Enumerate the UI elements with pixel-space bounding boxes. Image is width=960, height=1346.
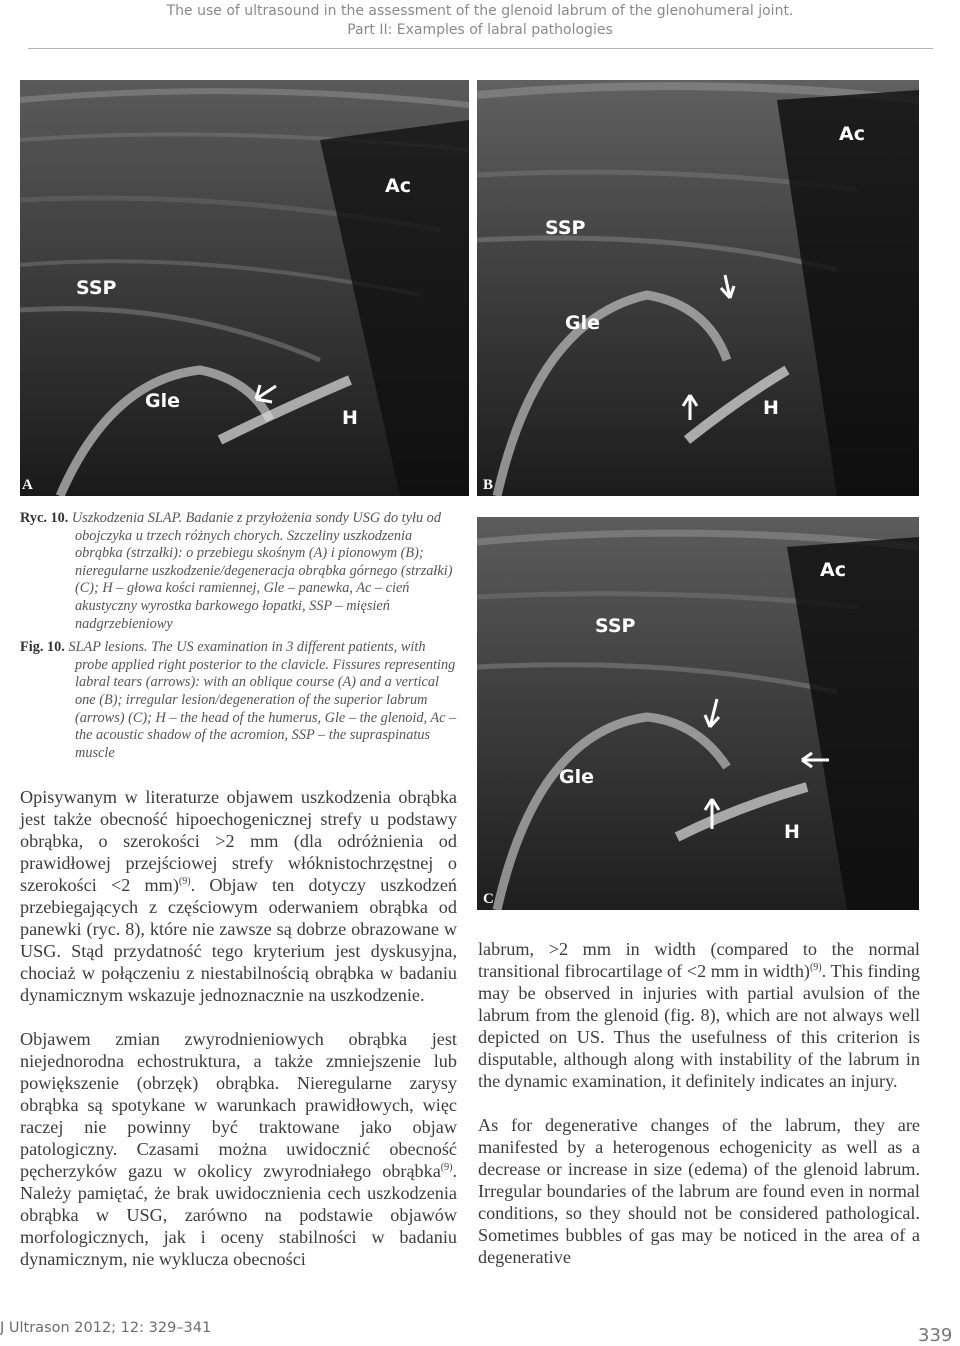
label-ssp: SSP: [76, 277, 117, 299]
label-h: H: [784, 821, 800, 843]
label-h: H: [342, 407, 358, 429]
ultrasound-image-c: [477, 517, 919, 910]
caption-polish-lead: Ryc. 10.: [20, 510, 69, 526]
caption-english-lead: Fig. 10.: [20, 639, 65, 656]
right-p1-tail: . This finding may be observed in injuries with partial avulsion of the labrum from the glenoid (fig. 8), which are not always well depicted on US. Thus the usefulness of this criterion is disputable, although along with instability of the labrum in the dynamic examination, it definitely indicates an injury.: [478, 961, 920, 1091]
panel-letter-b: B: [483, 477, 494, 493]
left-p1-text: Opisywanym w literaturze objawem uszkodzenia obrąbka jest także obecność hipoechogenicznej strefy u podstawy obrąbka, o szerokości >2 mm (dla odróżnienia od prawidłowej przejściowej strefy włóknistochrzęstnej o szerokości <2 mm): [20, 787, 457, 895]
label-ac: Ac: [385, 175, 411, 197]
caption-polish: [20, 510, 460, 633]
right-paragraph-1: [478, 938, 920, 1092]
right-p1-text: labrum, >2 mm in width (compared to the normal transitional fibrocartilage of <2 mm in width): [478, 939, 920, 981]
left-paragraph-1: [20, 786, 457, 1006]
panel-letter-c: C: [483, 891, 494, 907]
journal-citation: J Ultrason 2012; 12: 329–341: [0, 1320, 212, 1336]
left-paragraph-2: [20, 1028, 457, 1270]
left-column-text: [20, 786, 457, 1292]
citation-ref: (9): [440, 1161, 453, 1173]
left-p2-tail: . Należy pamiętać, że brak uwidocznienia cech uszkodzenia obrąbka w USG, zarówno na podstawie objawów morfologicznych, jak i oceny stabilności w badaniu dynamicznym, nie wyklucza obecności: [20, 1161, 457, 1269]
label-ssp: SSP: [595, 615, 636, 637]
running-header-line1: The use of ultrasound in the assessment of the glenoid labrum of the glenohumeral joint.: [166, 3, 794, 19]
figure-caption: [20, 510, 460, 768]
label-gle: Gle: [565, 312, 600, 334]
left-p1-tail: . Objaw ten dotyczy uszkodzeń przebiegających z częściowym oderwaniem obrąbka od panewki (ryc. 8), które nie zawsze są dobrze obrazowane w USG. Stąd przydatność tego kryterium jest dyskusyjna, chociaż w połączeniu z niestabilnością obrąbka w badaniu dynamicznym wskazuje jednoznacznie na uszkodzenie.: [20, 875, 457, 1005]
right-p2-text: As for degenerative changes of the labrum, they are manifested by a heterogenous echogenicity as well as a decrease or increase in size (edema) of the glenoid labrum. Irregular boundaries of the labrum are found even in normal conditions, so they should not be considered pathological. Sometimes bubbles of gas may be noticed in the area of a degenerative: [478, 1115, 920, 1267]
header-divider: [28, 48, 933, 49]
running-header-line2: Part II: Examples of labral pathologies: [347, 22, 613, 38]
label-ac: Ac: [820, 559, 846, 581]
caption-english: [20, 639, 460, 762]
ultrasound-image-a: [20, 80, 469, 496]
label-gle: Gle: [559, 766, 594, 788]
label-gle: Gle: [145, 390, 180, 412]
citation-ref: (9): [178, 875, 191, 887]
ultrasound-c-texture: [477, 517, 919, 910]
label-ssp: SSP: [545, 217, 586, 239]
label-ac: Ac: [839, 123, 865, 145]
panel-letter-a: A: [22, 477, 33, 493]
caption-polish-text: Uszkodzenia SLAP. Badanie z przyłożenia sondy USG do tyłu od obojczyka u trzech różnych chorych. Szczeliny uszkodzenia obrąbka (strzałki): o przebiegu skośnym (A) i pionowym (B); nieregularne uszkodzenie/degeneracja obrąbka górnego (strzałki) (C); H – głowa kości ramiennej, Gle – panewka, Ac – cień akustyczny wyrostka barkowego łopatki, SSP – mięsień nadgrzebieniowy: [71, 510, 453, 632]
ultrasound-image-b: [477, 80, 919, 496]
right-column-text: [478, 938, 920, 1290]
page-number: 339: [918, 1325, 953, 1346]
right-paragraph-2: [478, 1114, 920, 1268]
left-p2-text: Objawem zmian zwyrodnieniowych obrąbka jest niejednorodna echostruktura, a także zmniejszenie lub powiększenie (obrzęk) obrąbka. Nieregularne zarysy obrąbka są spotykane w warunkach prawidłowych, więc raczej nie powinny być traktowane jako objaw patologiczny. Czasami można uwidocznić obecność pęcherzyków gazu w okolicy zwyrodniałego obrąbka: [20, 1029, 457, 1181]
citation-ref: (9): [809, 961, 822, 973]
label-h: H: [763, 397, 779, 419]
running-header: [100, 2, 860, 40]
caption-english-text: SLAP lesions. The US examination in 3 different patients, with probe applied right posterior to the clavicle. Fissures representing labral tears (arrows): with an oblique course (A) and a vertical one (B); irregular lesion/degeneration of the superior labrum (arrows) (C); H – the head of the humerus, Gle – the glenoid, Ac – the acoustic shadow of the acromion, SSP – the supraspinatus muscle: [68, 639, 457, 761]
